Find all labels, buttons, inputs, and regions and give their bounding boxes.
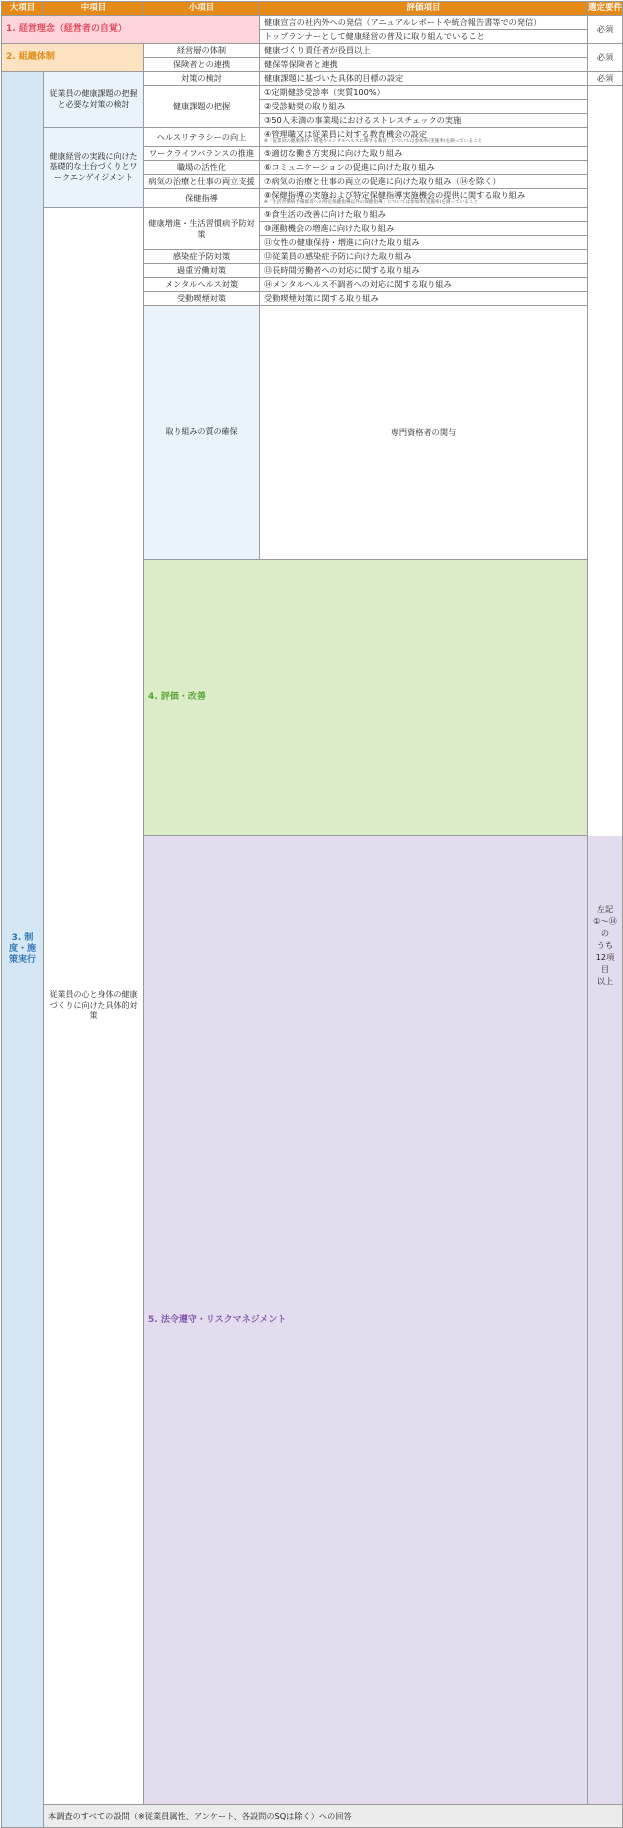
eval-item: ⑤適切な働き方実現に向けた取り組み — [260, 147, 588, 161]
sub-item: 経営層の体制 — [144, 44, 260, 58]
eval-item: 健康課題に基づいた具体的目標の設定 — [260, 72, 588, 86]
header-col3: 小項目 — [144, 2, 260, 16]
sub-item: 健康課題の把握 — [144, 86, 260, 128]
eval-item: ①定期健診受診率（実質100%） — [260, 86, 588, 100]
eval-item: ⑨食生活の改善に向けた取り組み — [260, 208, 588, 222]
eval-item: ⑥コミュニケーションの促進に向けた取り組み — [260, 161, 588, 175]
eval-item-text: ⑧保健指導の実施および特定保健指導実施機会の提供に関する取り組み — [264, 189, 526, 200]
sub-item: 専門資格者の関与 — [260, 306, 588, 560]
eval-item: ②受診勧奨の取り組み — [260, 100, 588, 114]
header-col2: 中項目 — [44, 2, 144, 16]
sub-item: 対策の検討 — [144, 72, 260, 86]
category-3-label: 3. 制度・施策実行 — [2, 72, 44, 1828]
eval-item: ⑫従業員の感染症予防に向けた取り組み — [260, 250, 588, 264]
eval-item: ③50人未満の事業場におけるストレスチェックの実施 — [260, 114, 588, 128]
eval-item — [260, 128, 588, 147]
eval-item: トップランナーとして健康経営の普及に取り組んでいること — [260, 30, 588, 44]
sub-item: 保険者との連携 — [144, 58, 260, 72]
eval-item: 受動喫煙対策に関する取り組み — [260, 292, 588, 306]
requirement: 必須 — [588, 16, 623, 44]
eval-item: ⑪女性の健康保持・増進に向けた取り組み — [260, 236, 588, 250]
sub-item: 職場の活性化 — [144, 161, 260, 175]
eval-item — [260, 189, 588, 208]
sub-item: メンタルヘルス対策 — [144, 278, 260, 292]
sub-item: 受動喫煙対策 — [144, 292, 260, 306]
eval-item: ⑩運動機会の増進に向けた取り組み — [260, 222, 588, 236]
category-1-label: 1. 経営理念（経営者の自覚） — [2, 16, 260, 44]
sub-item: 過重労働対策 — [144, 264, 260, 278]
header-row — [2, 2, 623, 16]
category-5-label: 5. 法令遵守・リスクマネジメント — [144, 836, 623, 1805]
eval-item: ⑭メンタルヘルス不調者への対応に関する取り組み — [260, 278, 588, 292]
footer-text: 本調査のすべての設問（※従業員属性、アンケート、各設問のSQは除く）への回答 — [44, 1805, 623, 1828]
sub-item: 感染症予防対策 — [144, 250, 260, 264]
header-col1: 大項目 — [2, 2, 44, 16]
sub-item: 病気の治療と仕事の両立支援 — [144, 175, 260, 189]
eval-item: 健康宣言の社内外への発信（アニュアルレポートや統合報告書等での発信） — [260, 16, 588, 30]
sub-item: ワークライフバランスの推進 — [144, 147, 260, 161]
eval-item: 健保等保険者と連携 — [260, 58, 588, 72]
requirement: 必須 — [588, 44, 623, 72]
sub-item: 保健指導 — [144, 189, 260, 208]
eval-item: ⑦病気の治療と仕事の両立の促進に向けた取り組み（⑭を除く） — [260, 175, 588, 189]
sub-item: 健康増進・生活習慣病予防対策 — [144, 208, 260, 250]
mid-item-c: 従業員の心と身体の健康づくりに向けた具体的対策 — [44, 208, 144, 1805]
category-4-label: 4. 評価・改善 — [144, 560, 588, 836]
eval-item-note: ※「従業員の健康保持・増進やメンタルヘルスに関する教育」については参加率(実施率)を測っていること — [264, 138, 483, 144]
header-col5: 選定要件 — [588, 2, 623, 16]
eval-item: ⑬長時間労働者への対応に関する取り組み — [260, 264, 588, 278]
requirement-selective: 左記 ①〜⑭の うち 12項目 以上 — [588, 86, 623, 1805]
criteria-table — [1, 1, 623, 1828]
requirement: 必須 — [588, 72, 623, 86]
mid-item-d: 取り組みの質の確保 — [144, 306, 260, 560]
eval-item: 健康づくり責任者が役員以上 — [260, 44, 588, 58]
eval-item-text: ④管理職又は従業員に対する教育機会の設定 — [264, 128, 427, 139]
sub-item: ヘルスリテラシーの向上 — [144, 128, 260, 147]
header-col4: 評価項目 — [260, 2, 588, 16]
mid-item-a: 従業員の健康課題の把握と必要な対策の検討 — [44, 72, 144, 128]
category-2-label: 2. 組織体制 — [2, 44, 144, 72]
eval-item-note: ※「生活習慣病予備群者への特定保健指導以外の保健指導」については参加率(実施率)を測っていること — [264, 199, 479, 205]
mid-item-b: 健康経営の実践に向けた基礎的な土台づくりとワークエンゲイジメント — [44, 128, 144, 208]
